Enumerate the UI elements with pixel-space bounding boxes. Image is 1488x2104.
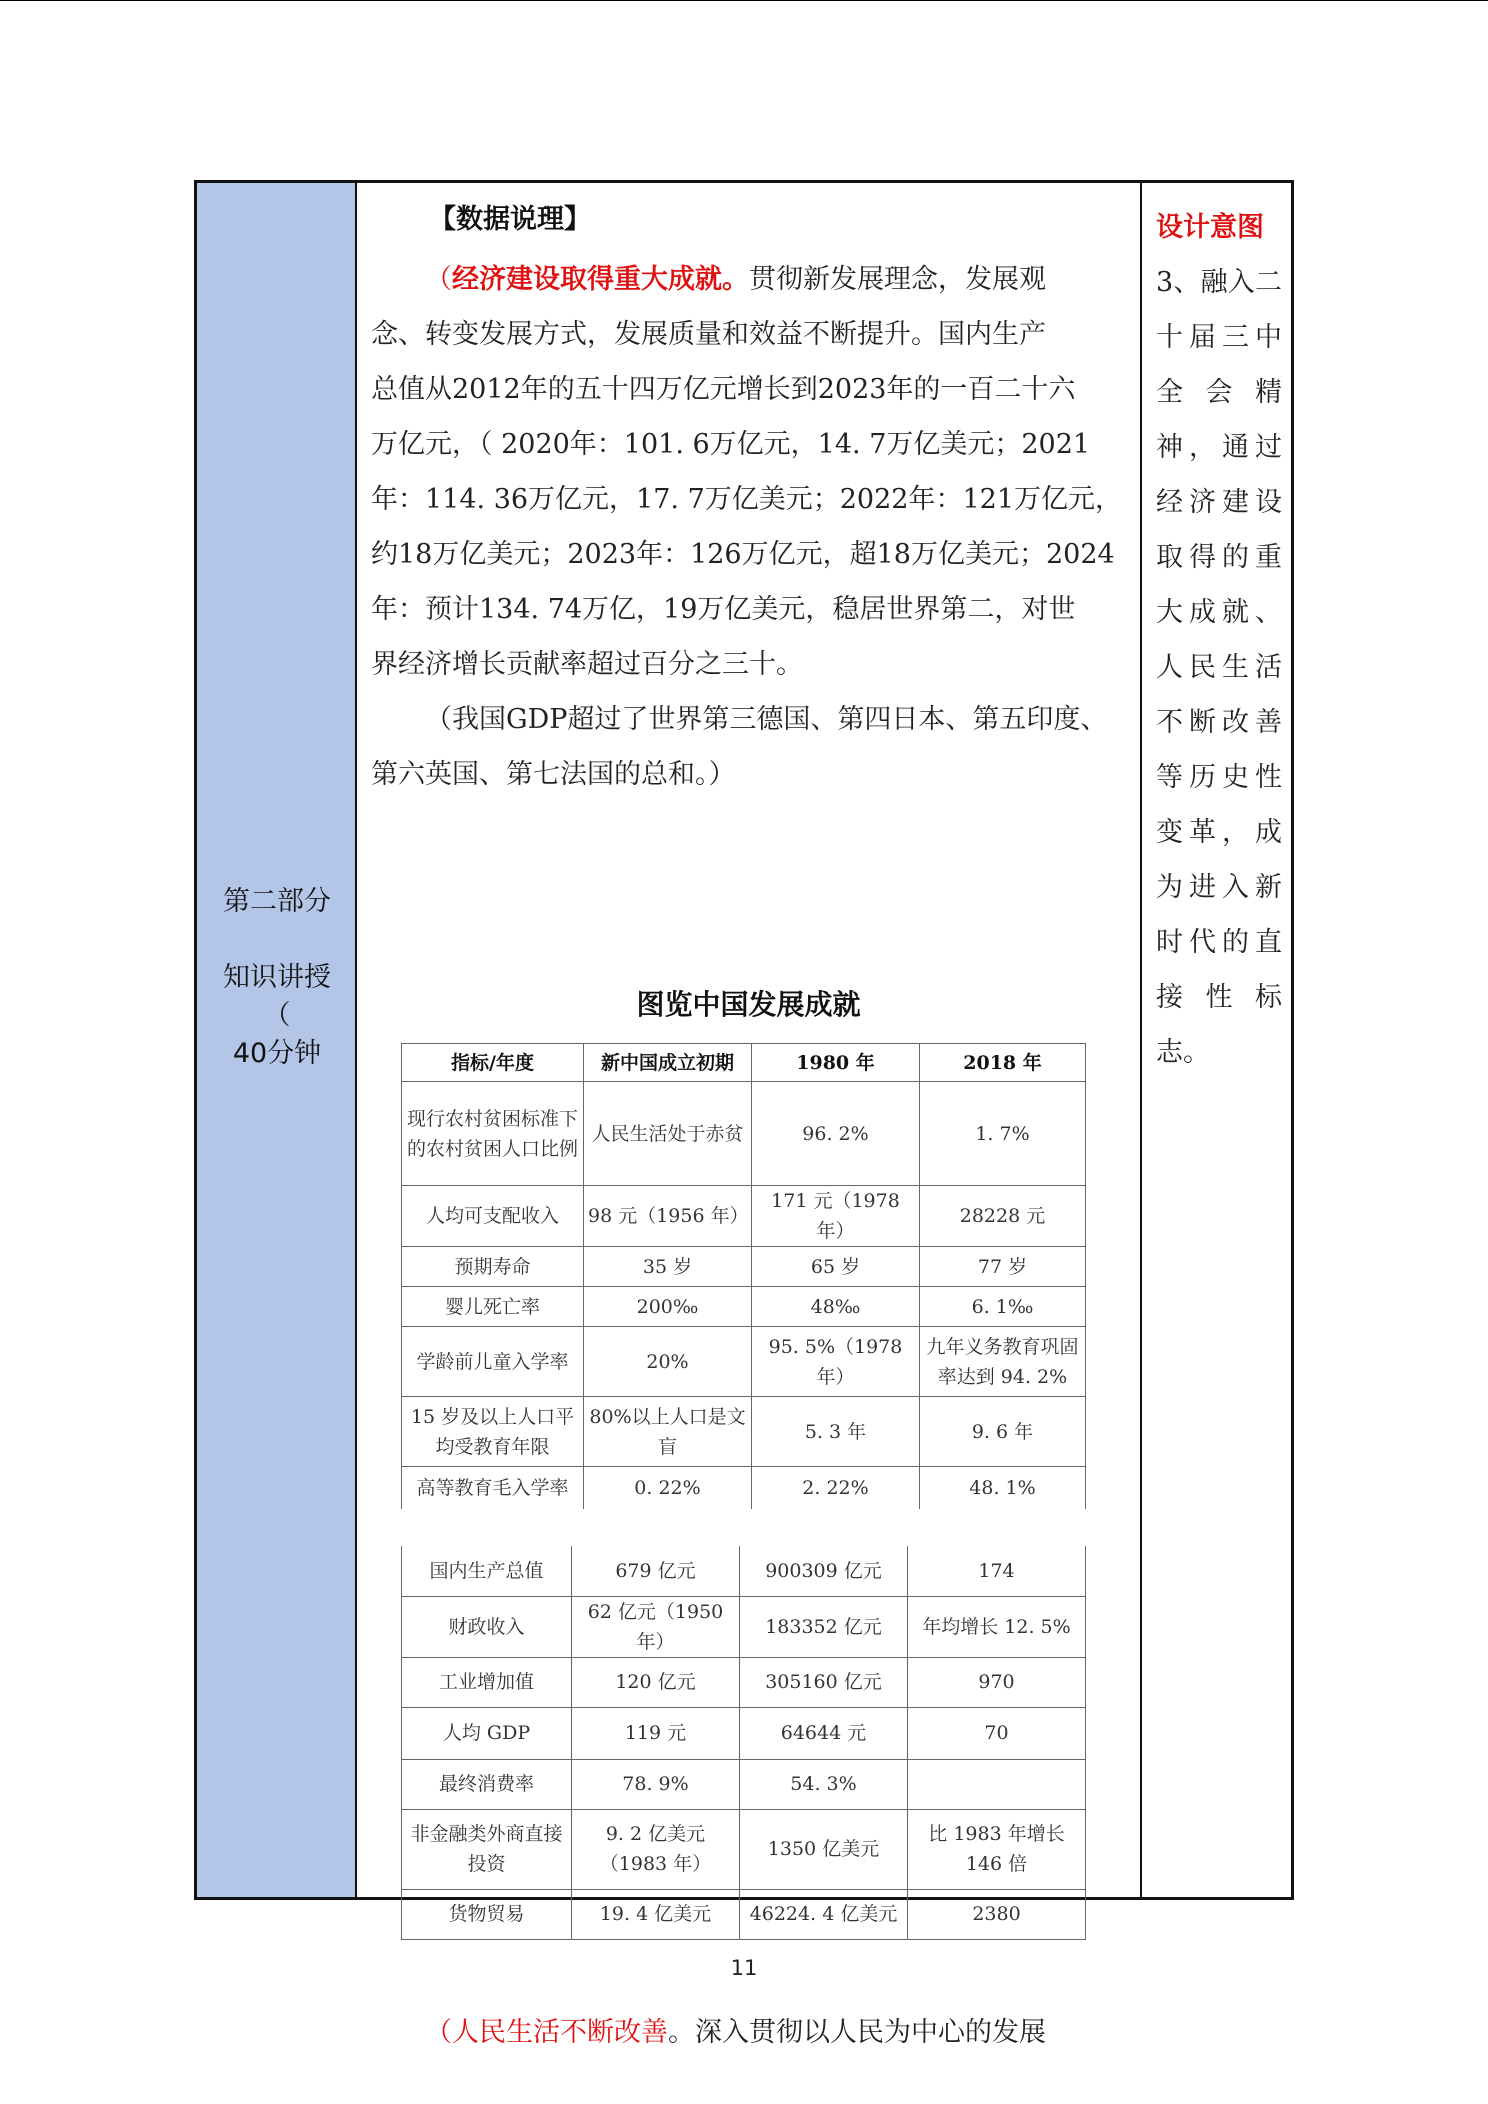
section-label-cell xyxy=(197,183,357,1897)
table-cell: 货物贸易 xyxy=(402,1889,572,1939)
table-cell: 78. 9% xyxy=(572,1759,740,1809)
design-intent-cell xyxy=(1140,183,1294,1897)
table-cell: 9. 6 年 xyxy=(920,1397,1086,1467)
design-intent-line: 等历史性 xyxy=(1156,762,1282,793)
table-cell: 46224. 4 亿美元 xyxy=(740,1889,908,1939)
table-cell: 婴儿死亡率 xyxy=(402,1287,584,1327)
table-cell: 305160 亿元 xyxy=(740,1657,908,1707)
table-cell: 2. 22% xyxy=(752,1467,920,1509)
page-number: 11 xyxy=(730,1956,758,1980)
table-cell xyxy=(908,1759,1086,1809)
table-cell: 183352 亿元 xyxy=(740,1596,908,1657)
section-title: 【数据说理】 xyxy=(429,204,591,235)
header-cell: 1980 年 xyxy=(752,1044,920,1082)
table-cell: 70 xyxy=(908,1707,1086,1759)
table-row xyxy=(402,1546,1086,1596)
table-cell: 48. 1% xyxy=(920,1467,1086,1509)
table-cell: 非金融类外商直接投资 xyxy=(402,1809,572,1889)
design-intent-line: 经济建设 xyxy=(1156,487,1282,518)
table-cell: 15 岁及以上人口平均受教育年限 xyxy=(402,1397,584,1467)
paragraph-line: 总值从2012年的五十四万亿元增长到2023年的一百二十六 xyxy=(371,374,1076,405)
paragraph-economy xyxy=(371,252,1127,802)
table-cell: 1350 亿美元 xyxy=(740,1809,908,1889)
design-intent-line: 不断改善 xyxy=(1156,707,1282,738)
table-cell: 679 亿元 xyxy=(572,1546,740,1596)
paragraph-heading-economy: 经济建设取得重大成就。 xyxy=(452,264,749,295)
table-cell: 6. 1‰ xyxy=(920,1287,1086,1327)
lesson-plan-table xyxy=(194,180,1294,2048)
table-header-row xyxy=(402,1044,1086,1082)
section-label xyxy=(197,883,357,1073)
table-cell: 2380 xyxy=(908,1889,1086,1939)
table-cell: 年均增长 12. 5% xyxy=(908,1596,1086,1657)
design-intent-line: 接性标 xyxy=(1156,982,1282,1013)
table-cell: 64644 元 xyxy=(740,1707,908,1759)
table-cell: 19. 4 亿美元 xyxy=(572,1889,740,1939)
header-cell: 2018 年 xyxy=(920,1044,1086,1082)
design-intent-line: 变革，成 xyxy=(1156,817,1282,848)
table-row xyxy=(402,1759,1086,1809)
table-cell: 98 元（1956 年） xyxy=(584,1186,752,1247)
table-cell: 62 亿元（1950 年） xyxy=(572,1596,740,1657)
paragraph-line: 。深入贯彻以人民为中心的发展 xyxy=(668,2017,1046,2048)
table-cell: 1. 7% xyxy=(920,1082,1086,1186)
section-bracket: （ xyxy=(263,1000,291,1031)
table-row xyxy=(402,1657,1086,1707)
design-intent-title: 设计意图 xyxy=(1156,212,1264,243)
table-cell: 国内生产总值 xyxy=(402,1546,572,1596)
table-row xyxy=(402,1467,1086,1509)
table-cell: 174 xyxy=(908,1546,1086,1596)
design-intent-line: 3、融入二 xyxy=(1156,267,1282,298)
table-row xyxy=(402,1889,1086,1939)
table-row xyxy=(402,1287,1086,1327)
table-cell: 预期寿命 xyxy=(402,1247,584,1287)
table-cell: 人民生活处于赤贫 xyxy=(584,1082,752,1186)
paragraph-line: 界经济增长贡献率超过百分之三十。 xyxy=(371,649,803,680)
table-row xyxy=(402,1327,1086,1397)
design-intent-line: 时代的直 xyxy=(1156,927,1282,958)
table-cell: 35 岁 xyxy=(584,1247,752,1287)
table-cell: 学龄前儿童入学率 xyxy=(402,1327,584,1397)
table-cell: 80%以上人口是文盲 xyxy=(584,1397,752,1467)
paragraph-line: 约18万亿美元；2023年：126万亿元，超18万亿美元；2024 xyxy=(371,539,1115,570)
paragraph-line: 念、转变发展方式，发展质量和效益不断提升。国内生产 xyxy=(371,319,1046,350)
table-cell: 财政收入 xyxy=(402,1596,572,1657)
table-cell: 96. 2% xyxy=(752,1082,920,1186)
paragraph-livelihood-line xyxy=(371,2005,1127,2060)
table-cell: 20% xyxy=(584,1327,752,1397)
table-cell: 900309 亿元 xyxy=(740,1546,908,1596)
design-intent-text xyxy=(1156,200,1282,1080)
table-cell: 54. 3% xyxy=(740,1759,908,1809)
table-row xyxy=(402,1397,1086,1467)
table-row xyxy=(402,1707,1086,1759)
table-row xyxy=(402,1247,1086,1287)
paragraph-heading-livelihood: 人民生活不断改善 xyxy=(452,2017,668,2048)
paragraph-line: 贯彻新发展理念，发展观 xyxy=(749,264,1046,295)
design-intent-line: 取得的重 xyxy=(1156,542,1282,573)
table-row xyxy=(402,1596,1086,1657)
paragraph-line: 年：114. 36万亿元，17. 7万亿美元；2022年：121万亿元， xyxy=(371,484,1123,515)
bullet-marker: （ xyxy=(425,264,452,295)
table-cell: 最终消费率 xyxy=(402,1759,572,1809)
design-intent-line: 人民生活 xyxy=(1156,652,1282,683)
table-row xyxy=(402,1082,1086,1186)
paragraph-line: 年：预计134. 74万亿，19万亿美元，稳居世界第二，对世 xyxy=(371,594,1076,625)
design-intent-line: 十届三中 xyxy=(1156,322,1282,353)
design-intent-line: 全会精 xyxy=(1156,377,1282,408)
table-cell: 77 岁 xyxy=(920,1247,1086,1287)
table-row xyxy=(402,1186,1086,1247)
table-cell: 0. 22% xyxy=(584,1467,752,1509)
header-cell: 新中国成立初期 xyxy=(584,1044,752,1082)
achievement-table-1 xyxy=(401,1043,1086,1509)
table-cell: 9. 2 亿美元（1983 年） xyxy=(572,1809,740,1889)
table-cell: 95. 5%（1978 年） xyxy=(752,1327,920,1397)
table-cell: 171 元（1978 年） xyxy=(752,1186,920,1247)
paragraph-line: 第六英国、第七法国的总和。） xyxy=(371,759,736,790)
achievement-table-2 xyxy=(401,1546,1086,1940)
section-duration: 40分钟 xyxy=(232,1038,322,1069)
design-intent-line: 为进入新 xyxy=(1156,872,1282,903)
table-cell: 970 xyxy=(908,1657,1086,1707)
paragraph-line: （我国GDP超过了世界第三德国、第四日本、第五印度、 xyxy=(425,704,1108,735)
table-cell: 120 亿元 xyxy=(572,1657,740,1707)
table-cell: 65 岁 xyxy=(752,1247,920,1287)
table-cell: 28228 元 xyxy=(920,1186,1086,1247)
design-intent-line: 大成就、 xyxy=(1156,597,1282,628)
content-cell xyxy=(357,183,1140,2048)
table-cell: 人均可支配收入 xyxy=(402,1186,584,1247)
section-topic-label: 知识讲授 xyxy=(223,962,331,993)
table-cell: 九年义务教育巩固率达到 94. 2% xyxy=(920,1327,1086,1397)
table-cell: 5. 3 年 xyxy=(752,1397,920,1467)
table-cell: 人均 GDP xyxy=(402,1707,572,1759)
paragraph-line: 万亿元，（ 2020年：101. 6万亿元，14. 7万亿美元；2021 xyxy=(371,429,1091,460)
table-cell: 高等教育毛入学率 xyxy=(402,1467,584,1509)
design-intent-line: 志。 xyxy=(1156,1037,1210,1068)
figure-title: 图览中国发展成就 xyxy=(636,988,861,1021)
table-cell: 200‰ xyxy=(584,1287,752,1327)
bullet-marker: （ xyxy=(425,2017,452,2048)
header-cell: 指标/年度 xyxy=(402,1044,584,1082)
design-intent-line: 神，通过 xyxy=(1156,432,1282,463)
table-row xyxy=(402,1809,1086,1889)
table-cell: 48‰ xyxy=(752,1287,920,1327)
table-cell: 比 1983 年增长 146 倍 xyxy=(908,1809,1086,1889)
table-cell: 119 元 xyxy=(572,1707,740,1759)
table-cell: 工业增加值 xyxy=(402,1657,572,1707)
section-part-label: 第二部分 xyxy=(223,886,331,917)
table-cell: 现行农村贫困标准下的农村贫困人口比例 xyxy=(402,1082,584,1186)
